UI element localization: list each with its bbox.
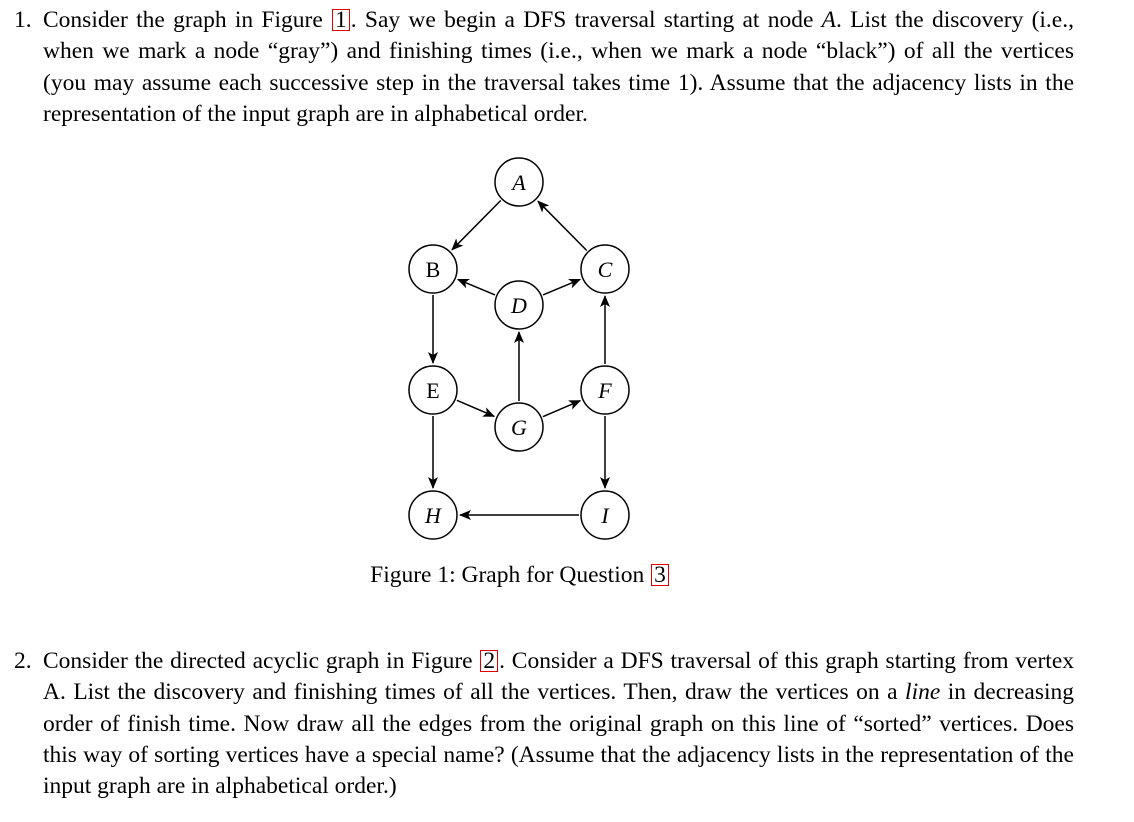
node-label-C: C — [597, 257, 613, 282]
question-2-number: 2. — [14, 648, 32, 674]
question-1-text-part1: Consider the graph in Figure — [43, 7, 323, 33]
node-label-A: A — [512, 170, 526, 195]
edge-A-to-B — [452, 200, 501, 249]
question-2-text-part3: in decreasing order of finish time. Now draw all the edges from the original graph on this line of “sorted” vertices. Does this way of sorting vertices have a special name? (Assume that the adjacency lists in the representation of the input graph are in alphabetical order.) — [43, 679, 1075, 800]
figure-2-reference-link[interactable]: 2 — [480, 650, 498, 672]
figure-1-reference-link[interactable]: 1 — [332, 9, 350, 31]
edge-D-to-B — [458, 279, 495, 295]
node-E — [409, 366, 457, 414]
node-C — [581, 245, 629, 293]
node-label-I: I — [601, 503, 609, 528]
edge-D-to-C — [543, 279, 580, 295]
node-I — [581, 491, 629, 539]
node-A — [495, 158, 543, 206]
node-G — [495, 403, 543, 451]
node-label-G: G — [511, 415, 527, 440]
node-label-D: D — [511, 293, 527, 318]
line-emphasis: line — [905, 679, 941, 706]
node-B — [409, 245, 457, 293]
question-1-text-part3: . List the discovery (i.e., when we mark a node “gray”) and finishing times (i.e., when we mark a node “black”) of all the vertices (you may assume each successive step in the traversal takes time 1). Assume that the adjacency lists in the representation of the input graph are in alphabetical order. — [43, 7, 1074, 127]
question-3-reference-link[interactable]: 3 — [651, 564, 669, 586]
node-F — [581, 366, 629, 414]
question-2-text-part1: Consider the directed acyclic graph in Figure — [43, 648, 473, 674]
node-H — [409, 491, 457, 539]
node-D — [495, 281, 543, 329]
edge-E-to-G — [457, 400, 494, 416]
question-2-text-part2: . Consider a DFS traversal of this graph starting from vertex A. List the discovery and finishing times of all the vertices. Then, draw the vertices on a — [43, 648, 1074, 706]
edge-C-to-A — [538, 201, 587, 250]
question-2 — [14, 646, 1074, 802]
node-label-F: F — [598, 378, 612, 403]
figure-1-caption-text: Figure 1: Graph for Question — [370, 562, 645, 588]
figure-1-caption — [0, 562, 1040, 589]
question-1-number: 1. — [14, 7, 32, 33]
start-node-label: A — [821, 7, 837, 33]
question-1-text-part2: . Say we begin a DFS traversal starting at node — [350, 7, 814, 33]
node-label-E: E — [426, 378, 440, 403]
node-label-H: H — [425, 503, 441, 528]
edge-G-to-F — [543, 401, 580, 417]
question-2-text — [43, 646, 1074, 802]
node-label-B: B — [425, 257, 441, 282]
